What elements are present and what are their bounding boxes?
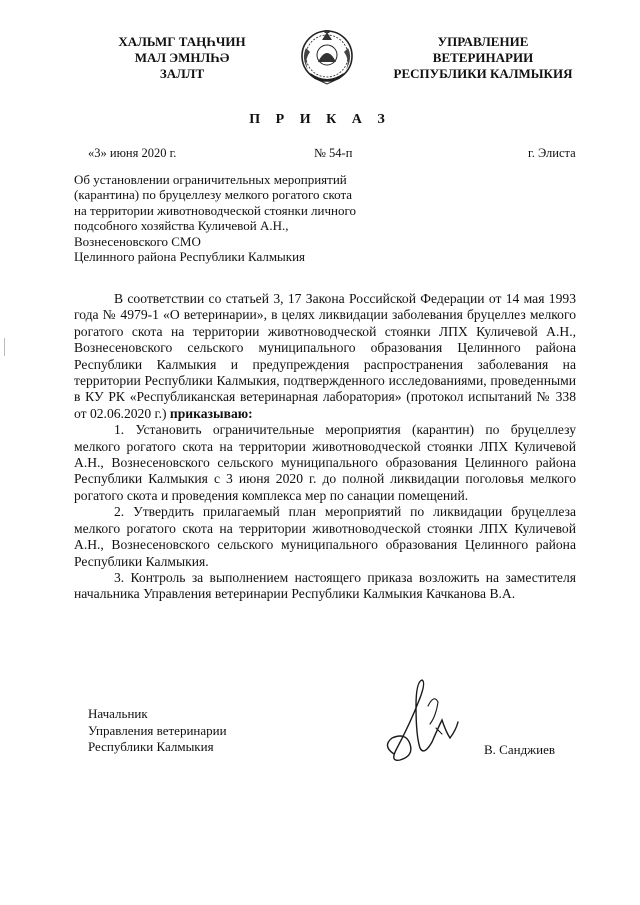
signer-position-line: Управления ветеринарии bbox=[88, 722, 227, 738]
document-date: «3» июня 2020 г. bbox=[88, 146, 177, 160]
handwritten-signature-icon bbox=[376, 676, 496, 766]
kalmykia-coat-of-arms-icon bbox=[298, 26, 356, 90]
preamble-text: В соответствии со статьей 3, 17 Закона Российской Федерации от 14 мая 1993 года № 4979-1 «О ветеринарии», в целях ликвидации заболевания бруцеллез мелкого рогатого скота на территории животноводческой стоянки ЛПХ Куличевой А.Н., Вознесеновского сельского муниципального образования Целинного района Республики Калмыкия и предупреждения распространения заболевания на территории Республики Калмыкия, подтвержденного исследованиями, проведенными в КУ РК «Республиканская ветеринарная лаборатория» (протокол испытаний № 338 от 02.06.2020 г.) bbox=[74, 291, 576, 421]
order-word: приказываю: bbox=[169, 405, 253, 421]
header-right-line: РЕСПУБЛИКИ КАЛМЫКИЯ bbox=[393, 66, 573, 81]
preamble-paragraph bbox=[74, 291, 576, 422]
header-left-line: ЗАЛЛТ bbox=[159, 66, 205, 81]
header-left-line: МАЛ ЭМНЛҺӘ bbox=[134, 50, 230, 65]
header-right-block bbox=[378, 34, 588, 82]
document-subject bbox=[74, 172, 374, 264]
order-item-1: 1. Установить ограничительные мероприятия (карантин) по бруцеллезу мелкого рогатого скота на территории животноводческой стоянки ЛПХ Куличевой А.Н., Вознесеновского сельского муниципального образования Целинного района Республики Калмыкия с 3 июня 2020 г. до полной ликвидации поголовья мелкого рогатого скота и проведения комплекса мер по санации помещений. bbox=[74, 422, 576, 503]
header-right-line: УПРАВЛЕНИЕ bbox=[437, 34, 529, 49]
subject-line: на территории животноводческой стоянки личного bbox=[74, 202, 357, 218]
header-right-line: ВЕТЕРИНАРИИ bbox=[432, 50, 534, 65]
signer-name: В. Санджиев bbox=[484, 742, 556, 757]
document-body bbox=[74, 291, 576, 603]
subject-line: Вознесеновского СМО bbox=[74, 233, 201, 249]
order-item-2: 2. Утвердить прилагаемый план мероприятий по ликвидации бруцеллеза мелкого рогатого скота на территории животноводческой стоянки ЛПХ Куличевой А.Н., Вознесеновского сельского муниципального образования Целинного района Республики Калмыкия. bbox=[74, 504, 576, 569]
header-left-block bbox=[72, 34, 292, 82]
subject-line: Целинного района Республики Калмыкия bbox=[74, 249, 306, 265]
scan-margin-mark bbox=[4, 338, 5, 356]
document-city: г. Элиста bbox=[528, 146, 576, 160]
header-left-line: ХАЛЬМГ ТАҢҺЧИН bbox=[118, 34, 246, 49]
signer-position-line: Республики Калмыкия bbox=[88, 739, 214, 754]
order-item-3: 3. Контроль за выполнением настоящего приказа возложить на заместителя начальника Управления ветеринарии Республики Калмыкия Качканова В.А. bbox=[74, 569, 576, 602]
document-title: П Р И К А З bbox=[249, 112, 391, 127]
subject-line: (карантина) по бруцеллезу мелкого рогатого скота bbox=[74, 187, 353, 203]
subject-line: подсобного хозяйства Куличевой А.Н., bbox=[74, 218, 289, 234]
signer-position-line: Начальник bbox=[88, 706, 148, 721]
document-number: № 54-п bbox=[314, 146, 353, 160]
signer-position bbox=[88, 706, 227, 756]
subject-line: Об установлении ограничительных мероприятий bbox=[74, 172, 347, 187]
